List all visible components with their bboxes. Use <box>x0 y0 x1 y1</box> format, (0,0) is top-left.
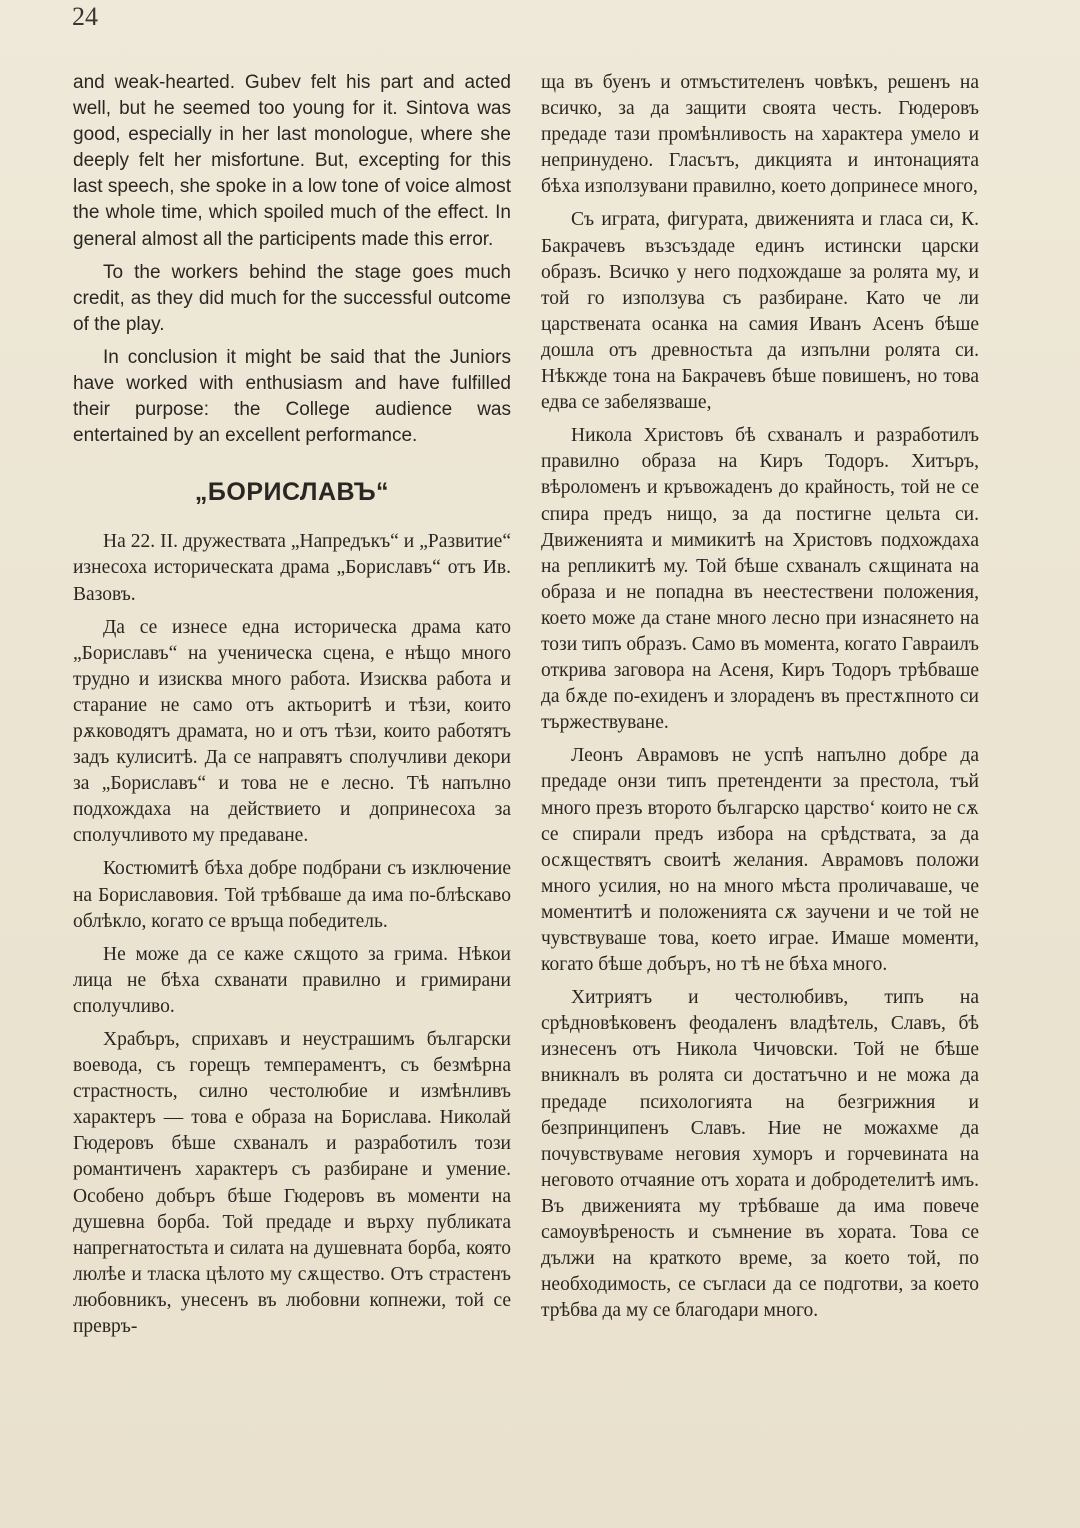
review-paragraph: Храбъръ, сприхавъ и неустрашимъ български воевода, съ горещъ темпераментъ, съ безмѣрна страстность, силно честолюбие и измѣнливъ характеръ — това е образа на Борислава. Николай Гюдеровъ бѣше схваналъ и разработилъ този романтиченъ характеръ съ разбиране и умение. Особено добъръ бѣше Гюдеровъ въ моменти на душевна борба. Той предаде и върху публиката напрегнатостьта и силата на душевната борба, която люлѣе и тласка цѣлото му сѫщество. Отъ страстенъ любовникъ, унесенъ въ любовни копнежи, той се превръ- <box>73 1029 511 1338</box>
english-review-paragraph: To the workers behind the stage goes much credit, as they did much for the successful outcome of the play. <box>73 261 511 335</box>
review-paragraph: На 22. II. дружествата „Напредъкъ“ и „Развитие“ изнесоха историческата драма „Бориславъ“ отъ Ив. Вазовъ. <box>73 531 511 605</box>
section-title: „БОРИСЛАВЪ“ <box>194 478 390 507</box>
review-paragraph: Хитриятъ и честолюбивъ, типъ на срѣдновѣковенъ феодаленъ владѣтель, Славъ, бѣ изнесенъ отъ Никола Чичовски. Той не бѣше вникналъ въ ролята си достатъчно и не можа да предаде психологията на безгрижния и безпринципенъ Славъ. Ние не можахме да почувствуваме неговия хуморъ и горчевината на неговото отчаяние отъ хората и добродетелитѣ имъ. Въ движенията му трѣбваше да има повече самоувѣреность и съмнение въ хората. Това се дължи на краткото време, за което той, по необходимость, се съгласи да се подготви, за което трѣбва да му се благодари много. <box>541 987 979 1322</box>
left-column <box>73 70 511 1347</box>
review-paragraph: ща въ буенъ и отмъстителенъ човѣкъ, решенъ на всичко, за да защити своята честь. Гюдеровъ предаде тази промѣнливость на характера умело и непринудено. Гласътъ, дикцията и интонацията бѣха използувани правилно, което допринесе много, <box>541 72 979 198</box>
english-review-paragraph: In conclusion it might be said that the Juniors have worked with enthusiasm and have fulfilled their purpose: the College audience was entertained by an excellent performance. <box>73 346 511 447</box>
review-paragraph: Леонъ Аврамовъ не успѣ напълно добре да предаде онзи типъ претенденти за престола, тъй много презъ второто българско царство‘ които не сѫ се спирали предъ избора на срѣдствата, за да осѫществятъ своитѣ желания. Аврамовъ положи много усилия, но на много мѣста проличаваше, че моментитѣ и положенията сѫ заучени и че той не чувствуваше това, което играе. Имаше моменти, когато бѣше добъръ, но тѣ не бѣха много. <box>541 745 979 976</box>
review-paragraph: Да се изнесе една историческа драма като „Бориславъ“ на ученическа сцена, е нѣщо много трудно и изисква много работа. Изисква работа и старание не само отъ актьоритѣ и тѣзи, които рѫководятъ драмата, но и отъ тѣзи, които работятъ задъ кулиситѣ. Да се направятъ сполучливи декори за „Бориславъ“ и това не е лесно. Тѣ напълно подхождаха на действието и допринесоха за сполучливото му предаване. <box>73 616 511 847</box>
page-number: 24 <box>72 2 98 31</box>
review-paragraph: Не може да се каже сѫщото за грима. Нѣкои лица не бѣха схванати правилно и гримирани сполучливо. <box>73 943 511 1017</box>
review-paragraph: Никола Христовъ бѣ схваналъ и разработилъ правилно образа на Киръ Тодоръ. Хитъръ, вѣроломенъ и кръвожаденъ до крайность, той не се спира предъ нищо, за да постигне цельта си. Движенията и мимикитѣ на Христовъ подхождаха на репликитѣ му. Той бѣше схваналъ сѫщината на образа и не попадна въ неестествени положения, което може да стане много лесно при изнасянето на този типъ образъ. Само въ момента, когато Гавраилъ открива заговора на Асеня, Киръ Тодоръ трѣбваше да бѫде по-ехиденъ и злорaденъ въ престѫпното си тържествуване. <box>541 425 979 734</box>
right-column <box>541 70 979 1331</box>
english-review-paragraph: and weak-hearted. Gubev felt his part and acted well, but he seemed too young for it. Sintova was good, especially in her last monologue, where she deeply felt her misfortune. But, excepting for this last speech, she spoke in a low tone of voice almost the whole time, which spoiled much of the effect. In general almost all the participents made this error. <box>73 72 511 250</box>
review-paragraph: Съ играта, фигурата, движенията и гласа си, К. Бакрачевъ възсъздаде единъ истински царски образъ. Всичко у него подхождаше за ролята му, и той го използува съ разбиране. Като че ли царствената осанка на самия Иванъ Асенъ бѣше дошла отъ древностьта да изпълни ролята си. Нѣкжде тона на Бакрачевъ бѣше повишенъ, но това едва се забелязваше, <box>541 209 979 414</box>
review-paragraph: Костюмитѣ бѣха добре подбрани съ изключение на Бориславовия. Той трѣбваше да има по-блѣскаво облѣкло, когато се връща победитель. <box>73 858 511 932</box>
